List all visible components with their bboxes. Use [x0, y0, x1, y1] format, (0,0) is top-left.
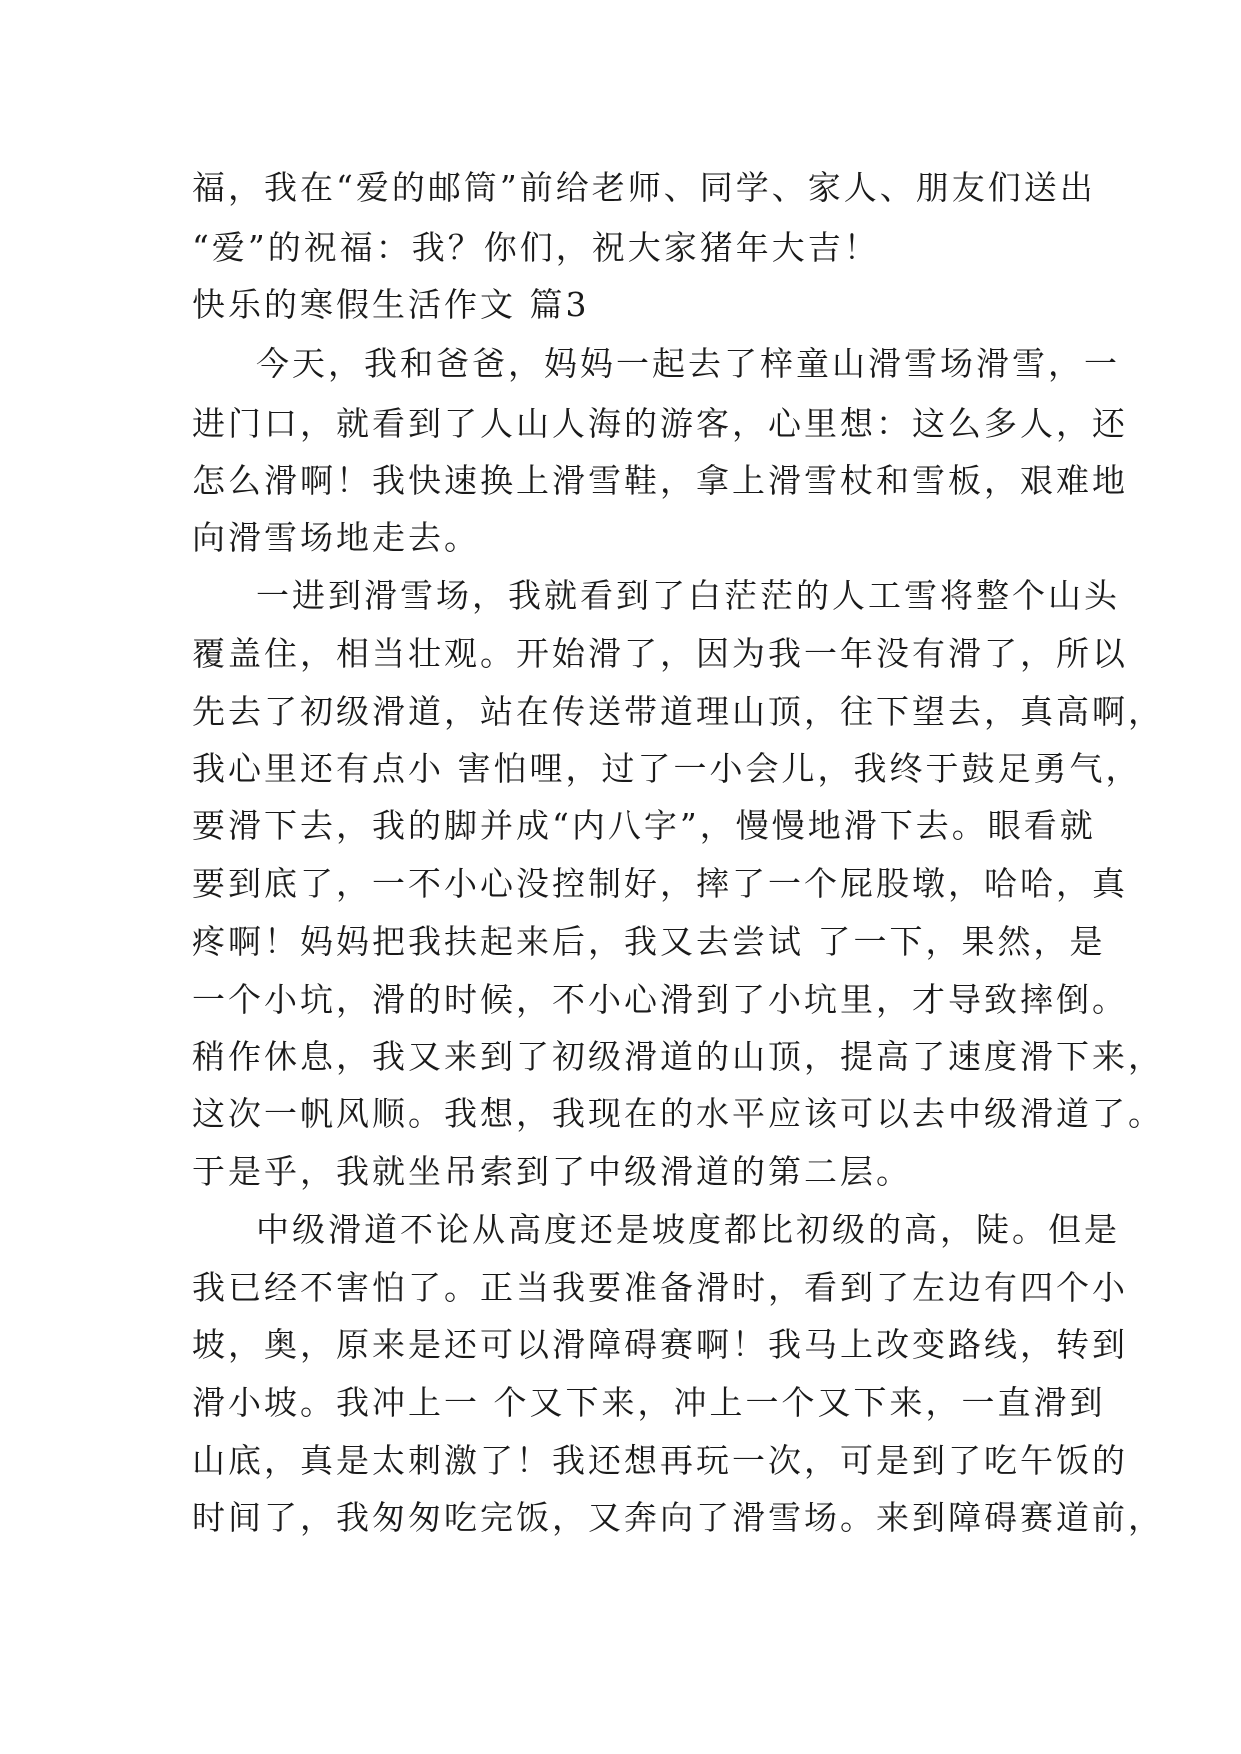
- text-line: 福，我在“爱的邮筒”前给老师、同学、家人、朋友们送出: [192, 168, 1096, 207]
- section-heading: 快乐的寒假生活作文 篇3: [192, 285, 590, 324]
- text-line: 一个小坑，滑的时候，不小心滑到了小坑里，才导致摔倒。: [192, 980, 1128, 1019]
- text-line: 我已经不害怕了。正当我要准备滑时，看到了左边有四个小: [192, 1268, 1128, 1307]
- text-line: 覆盖住，相当壮观。开始滑了，因为我一年没有滑了，所以: [192, 634, 1128, 673]
- text-line: 坡，奥，原来是还可以滑障碍赛啊！我马上改变路线，转到: [192, 1325, 1128, 1364]
- text-line: 于是乎，我就坐吊索到了中级滑道的第二层。: [192, 1152, 912, 1191]
- text-line: 要到底了，一不小心没控制好，摔了一个屁股墩，哈哈，真: [192, 864, 1128, 903]
- text-line: 中级滑道不论从高度还是坡度都比初级的高，陡。但是: [256, 1210, 1120, 1249]
- text-line: “爱”的祝福：我？你们，祝大家猪年大吉！: [192, 228, 880, 267]
- text-line: 疼啊！妈妈把我扶起来后，我又去尝试 了一下，果然，是: [192, 922, 1106, 961]
- text-line: 时间了，我匆匆吃完饭，又奔向了滑雪场。来到障碍赛道前，: [192, 1498, 1164, 1537]
- text-line: 怎么滑啊！我快速换上滑雪鞋，拿上滑雪杖和雪板，艰难地: [192, 461, 1128, 500]
- text-line: 滑小坡。我冲上一 个又下来，冲上一个又下来，一直滑到: [192, 1383, 1106, 1422]
- text-line: 我心里还有点小 害怕哩，过了一小会儿，我终于鼓足勇气，: [192, 749, 1142, 788]
- text-line: 稍作休息，我又来到了初级滑道的山顶，提高了速度滑下来，: [192, 1037, 1164, 1076]
- text-line: 今天，我和爸爸，妈妈一起去了梓童山滑雪场滑雪，一: [256, 344, 1120, 383]
- text-line: 进门口，就看到了人山人海的游客，心里想：这么多人，还: [192, 404, 1128, 443]
- text-line: 山底，真是太刺激了！我还想再玩一次，可是到了吃午饭的: [192, 1441, 1128, 1480]
- text-line: 要滑下去，我的脚并成“内八字”，慢慢地滑下去。眼看就: [192, 806, 1096, 845]
- text-line: 一进到滑雪场，我就看到了白茫茫的人工雪将整个山头: [256, 576, 1120, 615]
- text-line: 向滑雪场地走去。: [192, 518, 480, 557]
- text-line: 这次一帆风顺。我想，我现在的水平应该可以去中级滑道了。: [192, 1094, 1164, 1133]
- text-line: 先去了初级滑道，站在传送带道理山顶，往下望去，真高啊，: [192, 692, 1164, 731]
